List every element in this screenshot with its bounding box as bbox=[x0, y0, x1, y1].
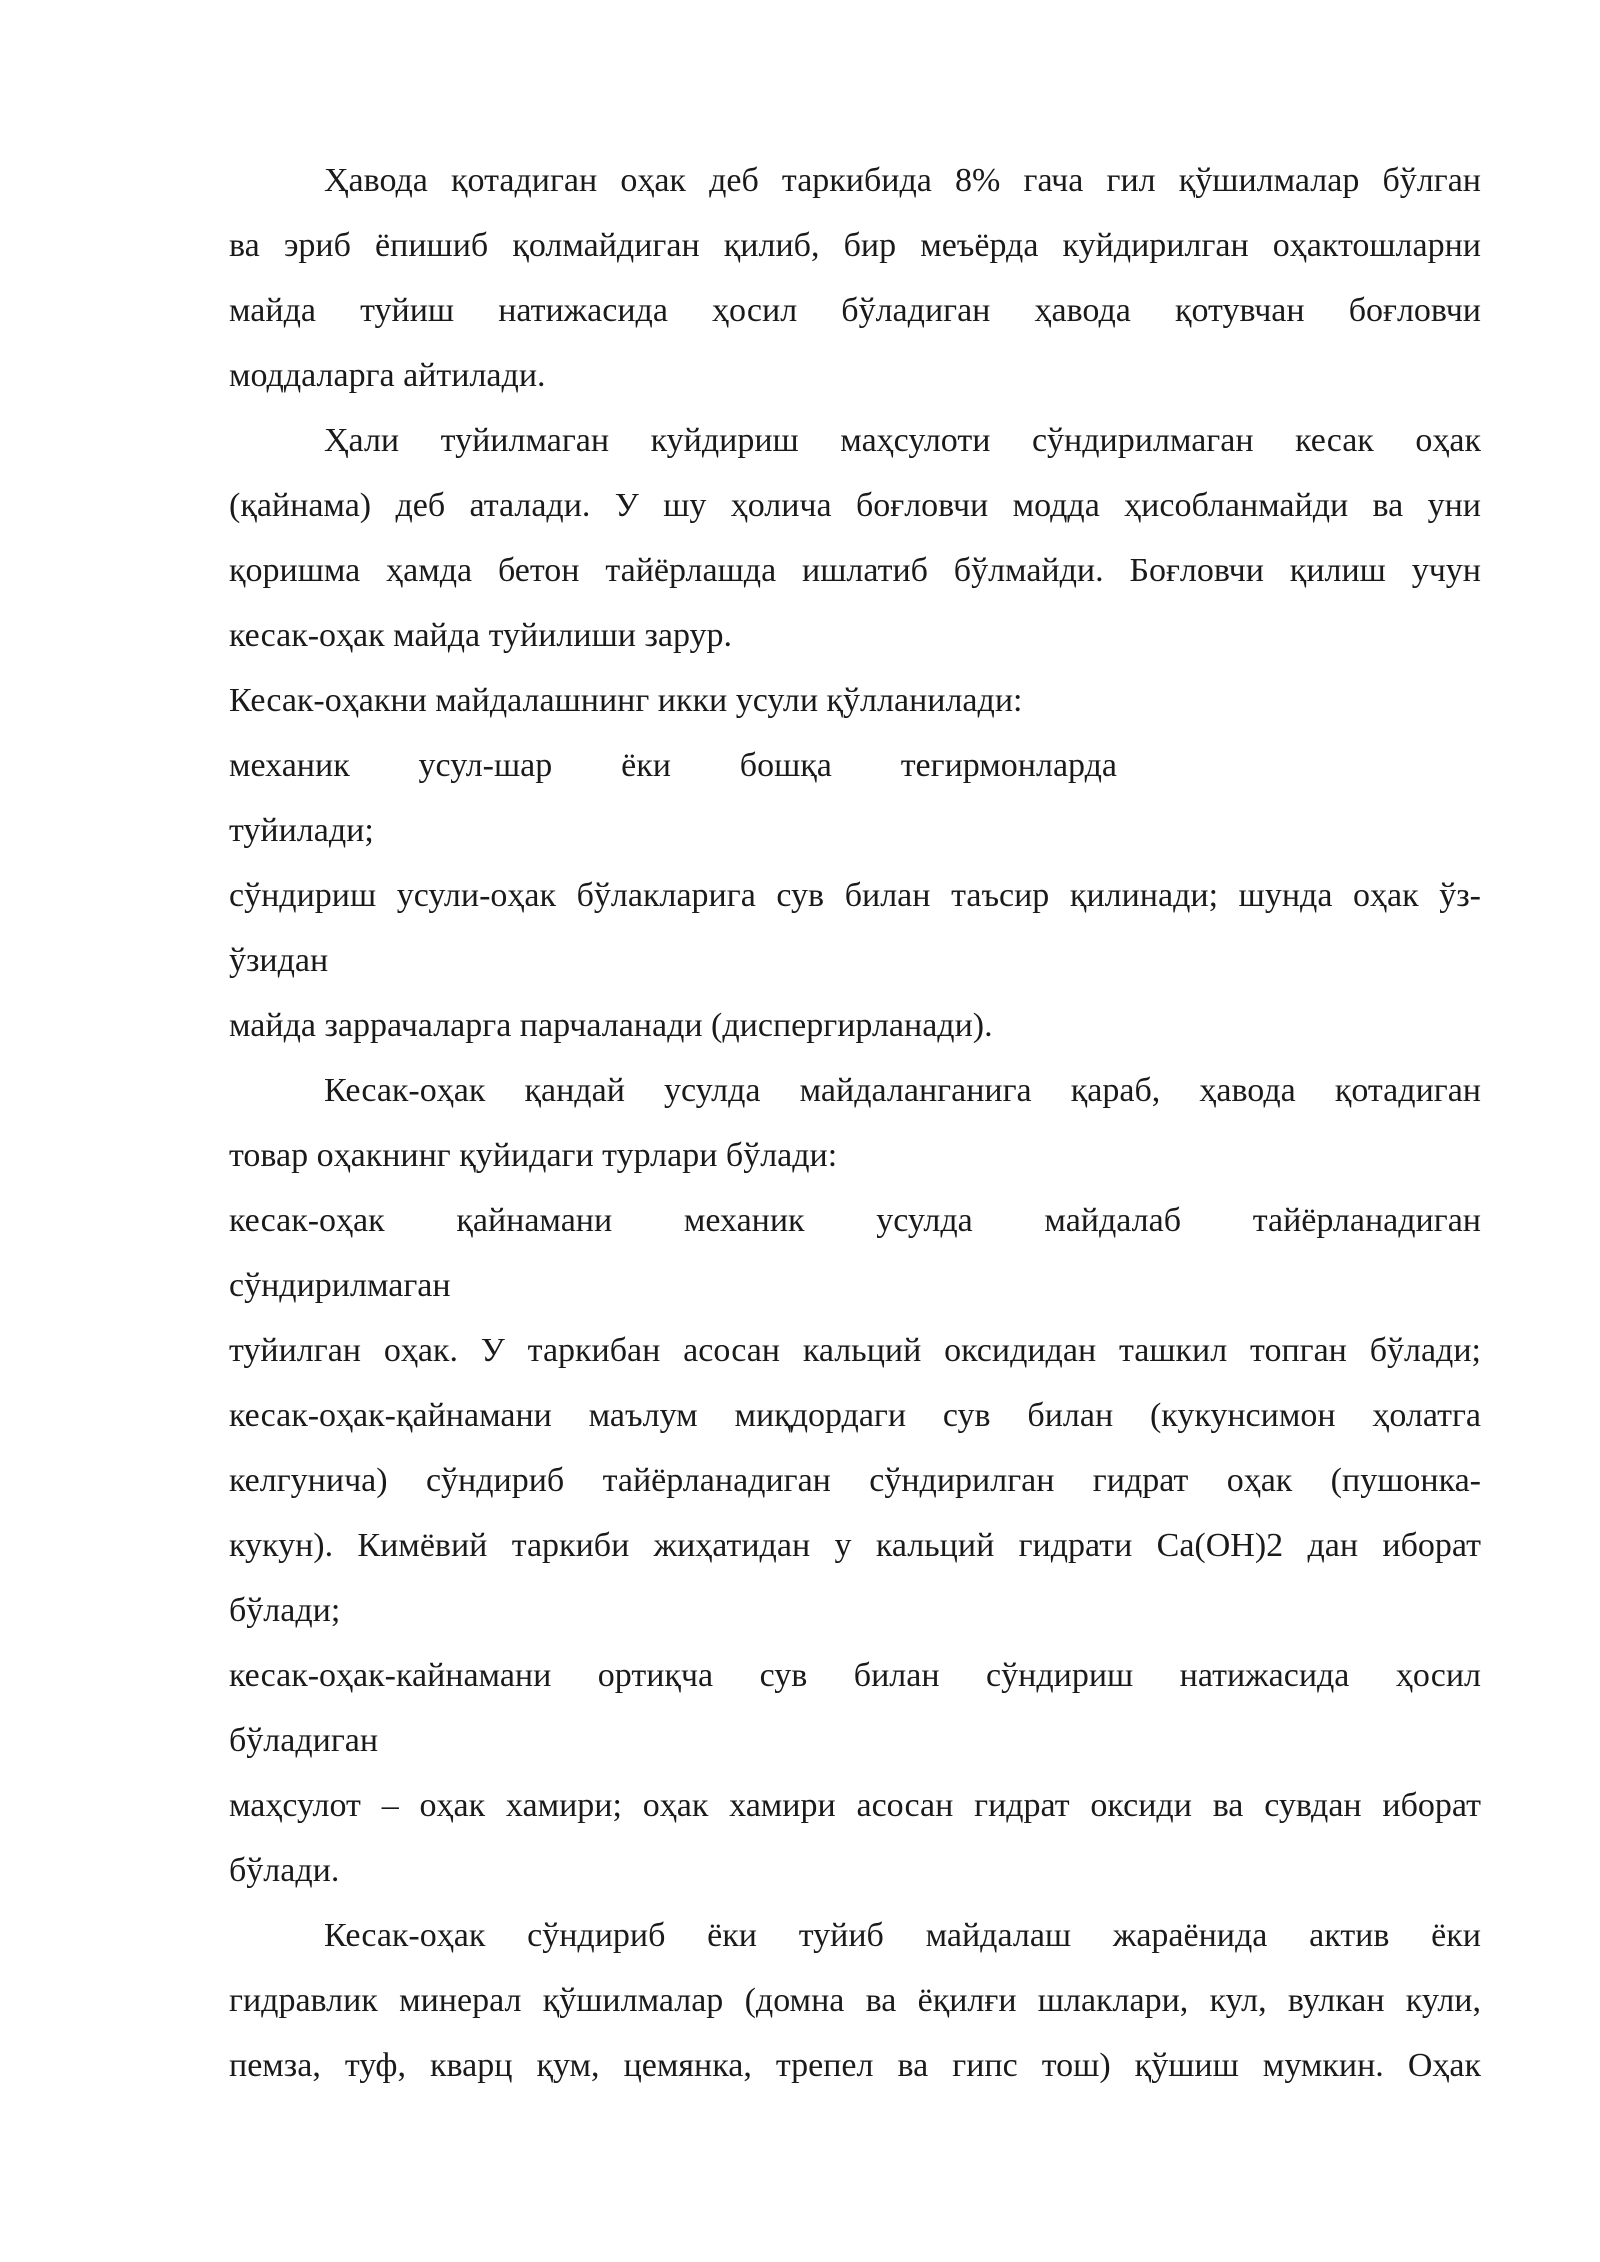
text-line: кесак-оҳак қайнамани механик усулда майдалаб тайёрланадиган bbox=[229, 1202, 1481, 1239]
text-line: бўлади; bbox=[229, 1592, 341, 1629]
text-line: кесак-оҳак-кайнамани ортиқча сув билан сўндириш натижасида ҳосил bbox=[229, 1657, 1481, 1694]
text-line: Ҳавода қотадиган оҳак деб таркибида 8% гача гил қўшилмалар бўлган bbox=[324, 162, 1481, 199]
text-line: кесак-оҳак майда туйилиши зарур. bbox=[229, 617, 733, 654]
text-line: сўндириш усули-оҳак бўлакларига сув билан таъсир қилинади; шунда оҳак ўз- bbox=[229, 877, 1481, 914]
text-line: Ҳали туйилмаган куйдириш маҳсулоти сўндирилмаган кесак оҳак bbox=[324, 422, 1481, 459]
text-line: пемза, туф, кварц қум, цемянка, трепел ва гипс тош) қўшиш мумкин. Оҳак bbox=[229, 2047, 1481, 2084]
text-line: сўндирилмаган bbox=[229, 1267, 451, 1304]
text-line: майда заррачаларга парчаланади (диспергирланади). bbox=[229, 1007, 993, 1044]
text-line: Кесак-оҳакни майдалашнинг икки усули қўлланилади: bbox=[229, 682, 1023, 719]
text-line: гидравлик минерал қўшилмалар (домна ва ёқилғи шлаклари, кул, вулкан кули, bbox=[229, 1982, 1481, 2019]
text-line: ўзидан bbox=[229, 942, 329, 979]
text-line: бўлади. bbox=[229, 1852, 340, 1889]
paragraph-4 bbox=[229, 1058, 1481, 1903]
paragraph-1 bbox=[229, 148, 1481, 408]
text-line: механик усул-шар ёки бошқа тегирмонларда bbox=[229, 747, 1117, 784]
text-line: моддаларга айтилади. bbox=[229, 357, 546, 394]
paragraph-2 bbox=[229, 408, 1481, 668]
text-line: кукун). Кимёвий таркиби жиҳатидан у кальций гидрати Са(ОН)2 дан иборат bbox=[229, 1527, 1481, 1564]
text-line: майда туйиш натижасида ҳосил бўладиган ҳавода қотувчан боғловчи bbox=[229, 292, 1481, 329]
body-text bbox=[229, 148, 1481, 2098]
text-line: Кесак-оҳак сўндириб ёки туйиб майдалаш жараёнида актив ёки bbox=[324, 1917, 1481, 1954]
text-line: кесак-оҳак-қайнамани маълум миқдордаги сув билан (кукунсимон ҳолатга bbox=[229, 1397, 1481, 1434]
paragraph-3 bbox=[229, 668, 1481, 1058]
text-line: келгунича) сўндириб тайёрланадиган сўндирилган гидрат оҳак (пушонка- bbox=[229, 1462, 1481, 1499]
text-line: (қайнама) деб аталади. У шу ҳолича боғловчи модда ҳисобланмайди ва уни bbox=[229, 487, 1481, 524]
text-line: товар оҳакнинг қуйидаги турлари бўлади: bbox=[229, 1137, 838, 1174]
text-line: туйилган оҳак. У таркибан асосан кальций оксидидан ташкил топган бўлади; bbox=[229, 1332, 1481, 1369]
text-line: туйилади; bbox=[229, 812, 374, 849]
text-line: қоришма ҳамда бетон тайёрлашда ишлатиб бўлмайди. Боғловчи қилиш учун bbox=[229, 552, 1481, 589]
text-line: маҳсулот – оҳак хамири; оҳак хамири асосан гидрат оксиди ва сувдан иборат bbox=[229, 1787, 1481, 1824]
text-line: ва эриб ёпишиб қолмайдиган қилиб, бир меъёрда куйдирилган оҳактошларни bbox=[229, 227, 1481, 264]
text-line: Кесак-оҳак қандай усулда майдаланганига қараб, ҳавода қотадиган bbox=[324, 1072, 1481, 1109]
paragraph-5 bbox=[229, 1903, 1481, 2098]
text-line: бўладиган bbox=[229, 1722, 379, 1759]
